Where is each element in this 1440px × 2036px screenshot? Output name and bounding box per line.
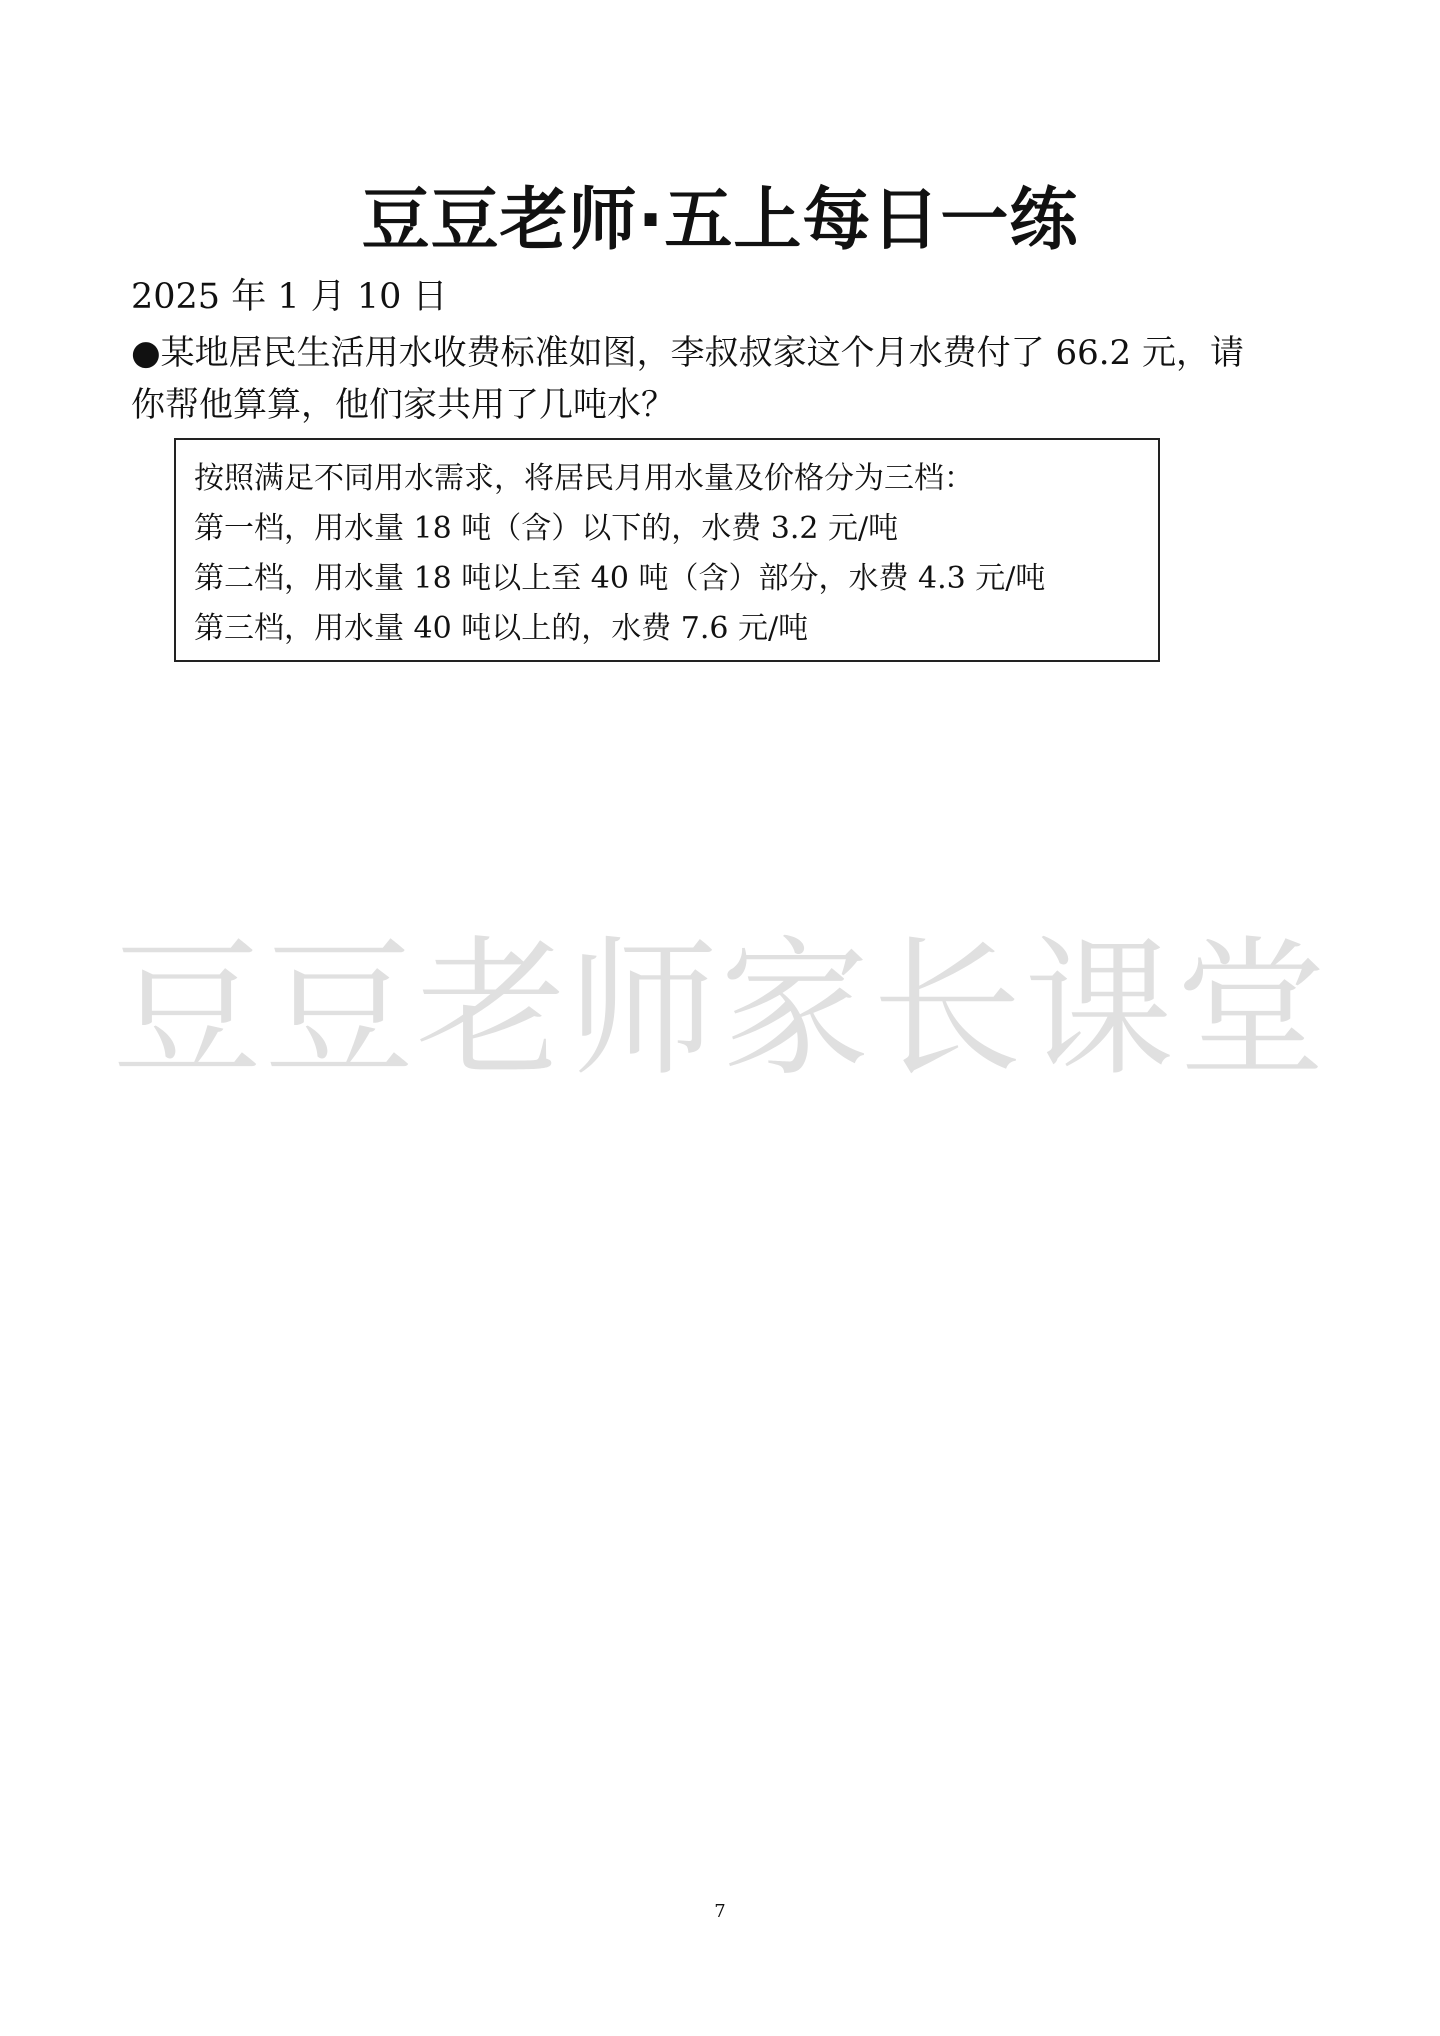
page-number: 7 xyxy=(714,1901,726,1922)
rules-intro: 按照满足不同用水需求，将居民月用水量及价格分为三档： xyxy=(194,461,974,496)
rule-tier-3: 第三档，用水量 40 吨以上的，水费 7.6 元/吨 xyxy=(194,611,809,646)
rule-tier-1: 第一档，用水量 18 吨（含）以下的，水费 3.2 元/吨 xyxy=(194,511,899,546)
date-line: 2025 年 1 月 10 日 xyxy=(131,277,448,317)
page-title: 豆豆老师·五上每日一练 xyxy=(361,181,1079,260)
question-line: ●某地居民生活用水收费标准如图，李叔叔家这个月水费付了 66.2 元，请 xyxy=(131,333,1244,373)
question-text xyxy=(131,327,1341,431)
watermark: 豆豆老师家长课堂 xyxy=(111,923,1328,1097)
pricing-rules-box xyxy=(174,438,1160,662)
rule-tier-2: 第二档，用水量 18 吨以上至 40 吨（含）部分，水费 4.3 元/吨 xyxy=(194,561,1046,596)
question-line: 你帮他算算，他们家共用了几吨水？ xyxy=(131,385,675,425)
